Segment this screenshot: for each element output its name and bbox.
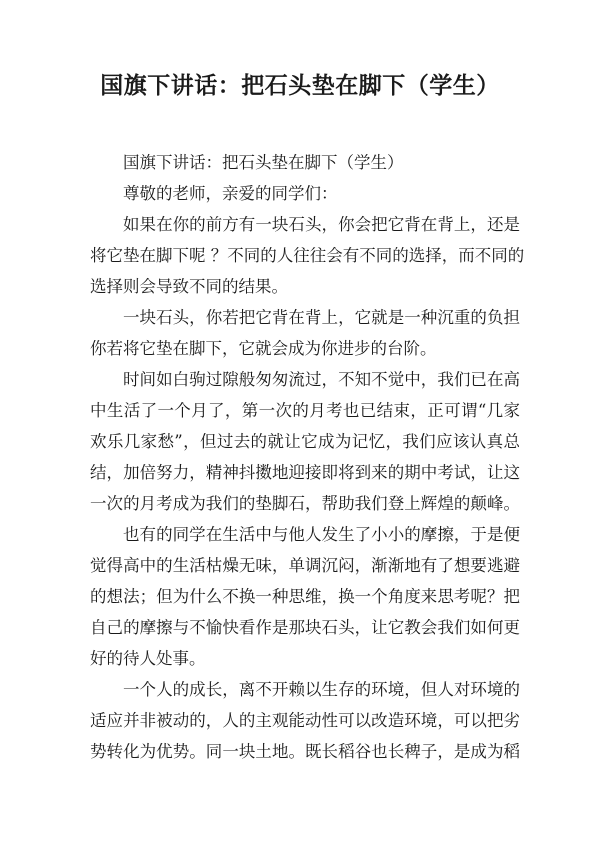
document-body [90,147,525,767]
body-line: 欢乐几家愁”，但过去的就让它成为记忆，我们应该认真总 [90,432,520,451]
body-line: 结，加倍努力，精神抖擞地迎接即将到来的期中考试，让这 [90,463,520,482]
body-line: 将它垫在脚下呢 ？不同的人往往会有不同的选择，而不同的 [90,246,525,265]
body-line: 如果在你的前方有一块石头，你会把它背在背上，还是 [123,215,520,234]
body-line: 尊敬的老师，亲爱的同学们： [123,184,338,203]
body-line: 一次的月考成为我们的垫脚石，帮助我们登上辉煌的颠峰。 [90,494,520,513]
body-line: 觉得高中的生活枯燥无味，单调沉闷，渐渐地有了想要逃避 [90,556,520,575]
body-line: 好的待人处事。 [90,649,206,668]
body-line: 一个人的成长，离不开赖以生存的环境，但人对环境的 [123,680,520,699]
body-line: 时间如白驹过隙般匆匆流过，不知不觉中，我们已在高 [123,370,520,389]
body-line: 中生活了一个月了，第一次的月考也已结束，正可谓“几家 [90,401,520,420]
body-line: 的想法；但为什么不换一种思维，换一个角度来思考呢？把 [90,587,520,606]
body-line: 适应并非被动的，人的主观能动性可以改造环境，可以把劣 [90,711,520,730]
body-line: 选择则会导致不同的结果。 [90,277,288,296]
body-line: 一块石头，你若把它背在背上，它就是一种沉重的负担 [123,308,520,327]
body-line: 国旗下讲话：把石头垫在脚下（学生） [123,153,404,172]
body-line: 自己的摩擦与不愉快看作是那块石头，让它教会我们如何更 [90,618,520,637]
body-line: 也有的同学在生活中与他人发生了小小的摩擦，于是便 [123,525,520,544]
body-line: 势转化为优势。同一块土地。既长稻谷也长稗子，是成为稻 [90,742,520,761]
body-line: 你若将它垫在脚下，它就会成为你进步的台阶。 [90,339,437,358]
page-title: 国旗下讲话：把石头垫在脚下（学生） [100,72,500,99]
